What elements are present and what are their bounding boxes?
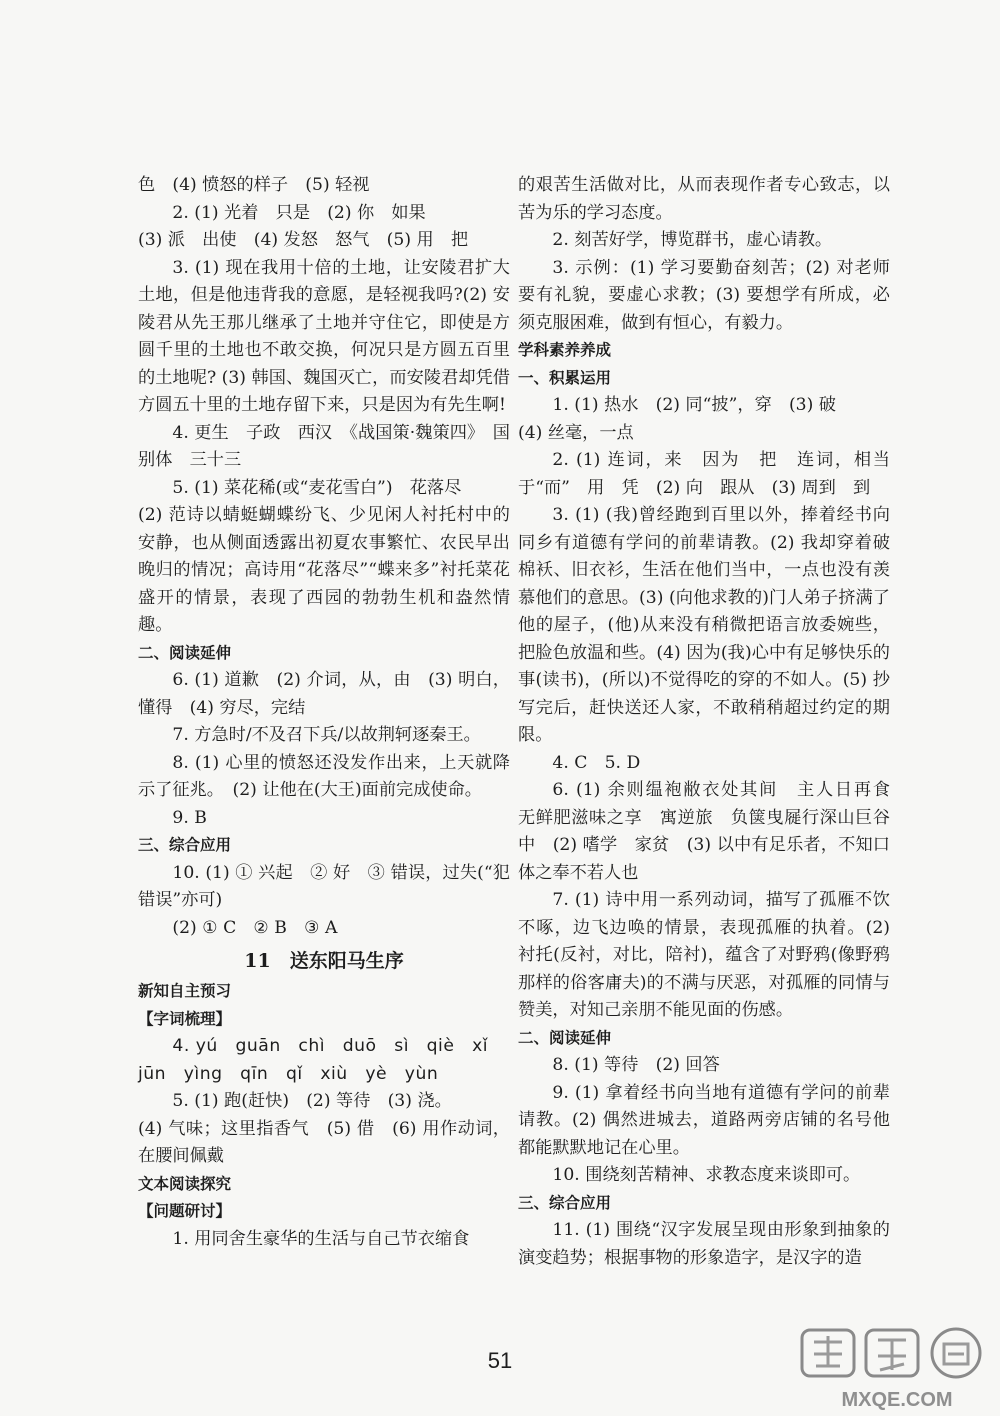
answer-paragraph: 10. (1) ① 兴起 ② 好 ③ 错误，过失(“犯错误”亦可) (138, 862, 510, 910)
answer-paragraph: 3. (1) 现在我用十倍的土地，让安陵君扩大土地，但是他违背我的意愿，是轻视我吗?(2) 安陵君从先王那儿继承了土地并守住它，即使是方圆千里的土地也不敢交换，何况只是方圆五百里的土地呢? (3) 韩国、魏国灭亡，而安陵君却凭借方圆五十里的土地存留下来，只是因为有先生啊! (138, 257, 510, 415)
answer-paragraph: (2) ① C ② B ③ A (172, 917, 338, 938)
section-heading: 二、阅读延伸 (138, 643, 232, 662)
answer-paragraph: (4) 丝毫，一点 (518, 422, 634, 443)
answer-paragraph: 10. 围绕刻苦精神、求教态度来谈即可。 (552, 1165, 861, 1185)
answer-paragraph: 9. (1) 拿着经书向当地有道德有学问的前辈请教。(2) 偶然进城去，道路两旁店铺的名号他都能默默地记在心里。 (518, 1082, 890, 1158)
section-heading: 三、综合应用 (518, 1193, 612, 1212)
answer-paragraph: 7. (1) 诗中用一系列动词，描写了孤雁不饮不啄，边飞边唤的情景，表现孤雁的执着。(2) 衬托(反衬，对比，陪衬)，蕴含了对野鸦(像野鸦那样的俗客庸夫)的不满与厌恶，对孤雁的同情与赞美，对知己亲朋不能见面的伤感。 (518, 890, 890, 1020)
section-heading: 新知自主预习 (138, 982, 232, 1000)
answer-paragraph: 4. C 5. D (552, 752, 641, 773)
answer-paragraph: (2) 范诗以蜻蜓蝴蝶纷飞、少见闲人衬托村中的安静，也从侧面透露出初夏农事繁忙、农民早出晚归的情况；高诗用“花落尽”“蝶来多”衬托菜花盛开的情景，表现了西园的勃勃生机和盎然情趣。 (138, 505, 510, 635)
answer-paragraph: 3. 示例：(1) 学习要勤奋刻苦；(2) 对老师要有礼貌，要虚心求教；(3) 要想学有所成，必须克服困难，做到有恒心，有毅力。 (518, 257, 890, 333)
watermark-logo (798, 1326, 996, 1412)
section-heading: 学科素养养成 (518, 341, 612, 359)
answer-paragraph: 2. (1) 光着 只是 (2) 你 如果 (172, 202, 426, 223)
right-column (518, 172, 908, 1272)
answer-paragraph: 3. (1) (我)曾经跑到百里以外，捧着经书向同乡有道德有学问的前辈请教。(2) 我却穿着破棉袄、旧衣衫，生活在他们当中，一点也没有羡慕他们的意思。(3) (向他求教的)门人弟子挤满了他的屋子，(他)从来没有稍微把语言放委婉些，把脸色放温和些。(4) 因为(我)心中有足够快乐的事(读书)，(所以)不觉得吃的穿的不如人。(5) 抄写完后，赶快送还人家，不敢稍稍超过约定的期限。 (518, 505, 890, 745)
section-heading: 文本阅读探究 (138, 1174, 232, 1193)
answer-paragraph: 8. (1) 心里的愤怒还没发作出来，上天就降示了征兆。 (2) 让他在(大王)面前完成使命。 (138, 752, 510, 800)
pinyin-line: jūn yìng qīn qǐ xiù yè yùn (138, 1063, 439, 1084)
answer-paragraph: 5. (1) 跑(赶快) (2) 等待 (3) 浇。 (172, 1091, 452, 1111)
answer-paragraph: 色 (4) 愤怒的样子 (5) 轻视 (138, 175, 370, 195)
section-heading: 二、阅读延伸 (518, 1028, 612, 1047)
answer-paragraph: 的艰苦生活做对比，从而表现作者专心致志，以苦为乐的学习态度。 (518, 175, 890, 223)
answer-paragraph: 6. (1) 道歉 (2) 介词，从，由 (3) 明白，懂得 (4) 穷尽，完结 (138, 670, 510, 718)
answer-paragraph: 11. (1) 围绕“汉字发展呈现由形象到抽象的演变趋势；根据事物的形象造字，是汉字的造 (518, 1220, 890, 1268)
left-column (138, 172, 510, 1253)
answer-paragraph: 2. 刻苦好学，博览群书，虚心请教。 (552, 230, 833, 250)
answer-paragraph: 8. (1) 等待 (2) 回答 (552, 1055, 720, 1075)
answer-paragraph: 6. (1) 余则缊袍敝衣处其间 主人日再食 无鲜肥滋味之享 寓逆旅 负箧曳屣行深山巨谷中 (2) 嗜学 家贫 (3) 以中有足乐者，不知口体之奉不若人也 (518, 780, 908, 883)
section-heading: 三、综合应用 (138, 836, 232, 854)
section-heading: 【字词梳理】 (138, 1009, 232, 1028)
answer-paragraph: 1. (1) 热水 (2) 同“披”，穿 (3) 破 (552, 395, 836, 415)
answer-paragraph: 1. 用同舍生豪华的生活与自己节衣缩食 (172, 1228, 470, 1249)
answer-paragraph: (4) 气味；这里指香气 (5) 借 (6) 用作动词，在腰间佩戴 (138, 1118, 510, 1166)
watermark-text: MXQE.COM (841, 1389, 953, 1411)
answer-paragraph: 5. (1) 菜花稀(或“麦花雪白”) 花落尽 (172, 477, 462, 498)
section-heading: 【问题研讨】 (138, 1202, 232, 1220)
section-heading: 一、积累运用 (518, 368, 612, 387)
pinyin-line: 4. yú guān chì duō sì qiè xǐ (172, 1036, 489, 1056)
answer-paragraph: (3) 派 出使 (4) 发怒 怒气 (5) 用 把 (138, 230, 469, 250)
lesson-title: 11 送东阳马生序 (244, 950, 404, 972)
answer-paragraph: 4. 更生 子政 西汉 《战国策·魏策四》 国别体 三十三 (138, 422, 510, 470)
answer-paragraph: 9. B (172, 807, 207, 828)
page-number: 51 (487, 1348, 513, 1373)
answer-paragraph: 7. 方急时/不及召下兵/以故荆轲逐秦王。 (172, 725, 481, 745)
answer-paragraph: 2. (1) 连词，来 因为 把 连词，相当于“而” 用 凭 (2) 向 跟从 (3) 周到 到 (518, 450, 890, 498)
